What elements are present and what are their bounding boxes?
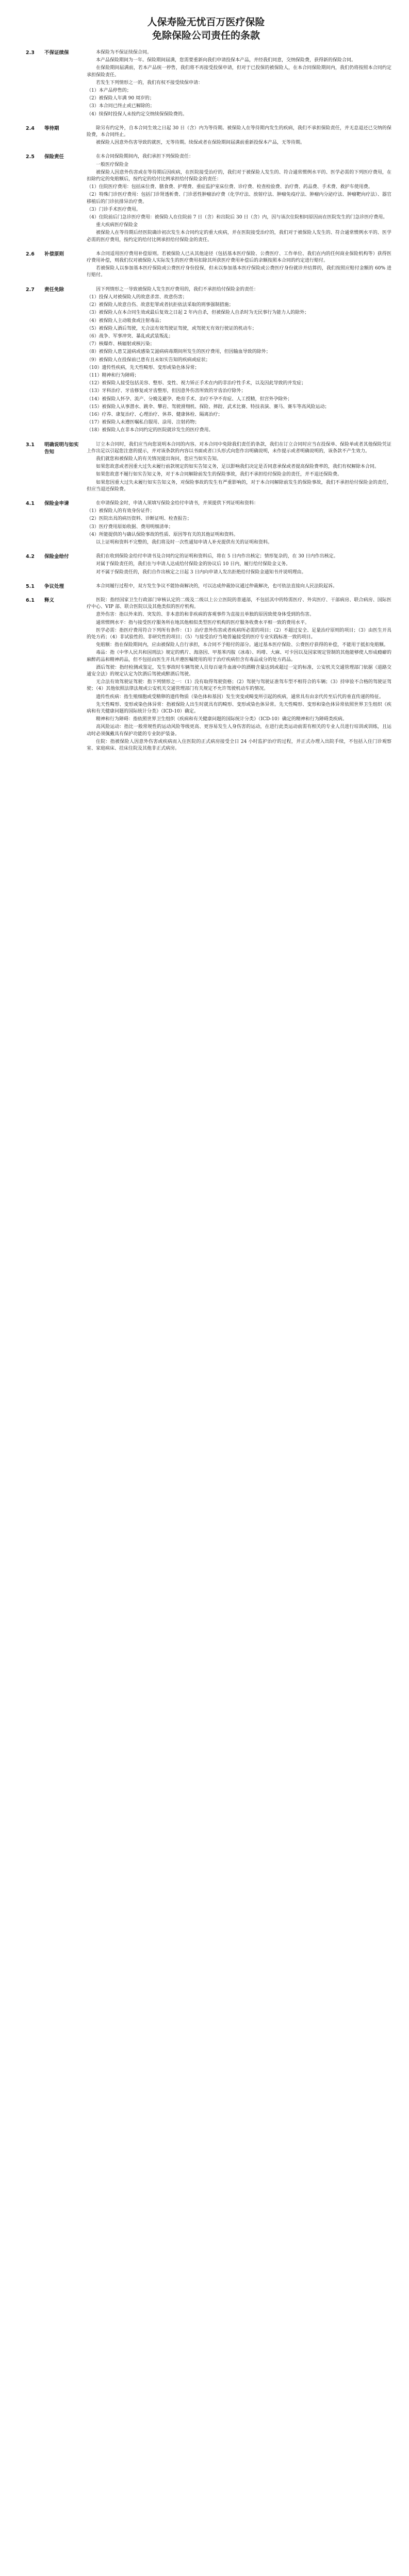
clause-paragraph: 本合同适用医疗费用补偿原则。若被保险人已从其他途径（包括基本医疗保险、公费医疗、工作单位、我们在内的任何商业保险机构等）获得医疗费用补偿，则我们仅对被保险人实际发生的医疗费用扣除其所获医疗费用补偿后的余额按照本合同的约定进行赔付。 (87, 251, 391, 264)
clause-paragraph: （5）被保险人酒后驾驶，无合法有效驾驶证驾驶，或驾驶无有效行驶证的机动车； (87, 326, 257, 331)
clause-body (87, 49, 391, 119)
clause-paragraph: 在保险期间届满前，若本产品统一停售，我们将不再接受投保申请，但对于已投保的被保险人，在本合同保险期间内，我们仍将按照本合同约定承担保险责任。 (87, 65, 391, 78)
clause-paragraph: （17）被保险人未遵医嘱私自服用、涂用、注射药物； (87, 420, 200, 426)
clause-paragraph: 本合同履行过程中，双方发生争议不能协商解决的，可以达成仲裁协议通过仲裁解决，也可依法直接向人民法院起诉。 (96, 583, 338, 589)
clause-paragraph: 高风险运动：指比一般常规性的运动风险等级更高、更容易发生人身伤害的运动，在进行此类运动前需有相关的专业人员进行培训或训练，且运动时必须佩戴具有保护功能的专业防护装备。 (87, 724, 391, 737)
clause-paragraph: 除另有约定外，自本合同生效之日起 30 日（含）内为等待期。被保险人在等待期内发生的疾病，我们不承担保险责任，并无息退还已交纳的保险费，本合同终止。 (87, 125, 391, 138)
clause-paragraph: 本保险为不保证续保合同。 (96, 50, 152, 55)
clause-paragraph: 若被保险人以参加基本医疗保险或公费医疗身份投保，但未以参加基本医疗保险或公费医疗身份就诊并结算的，我们按照应赔付金额的 60% 进行赔付。 (87, 266, 391, 278)
document-title (21, 15, 391, 42)
clause-paragraph: 医院：指经国家卫生行政部门审核认定的二级及二级以上公立医院的普通部，不包括其中的特需医疗、外宾医疗、干部病房、联合病房、国际医疗中心、VIP 部、联合医院以及其他类似的医疗机构。 (87, 598, 391, 610)
clause-paragraph: 重大疾病医疗保险金 (96, 223, 138, 228)
clause-paragraph: 在申请保险金时，申请人须填写保险金给付申请书，并须提供下列证明和资料： (96, 500, 259, 506)
clause-paragraph: （3）被保险人在本合同生效或最后复效之日起 2 年内自杀，但被保险人自杀时为无民事行为能力人的除外； (87, 310, 309, 316)
clause-paragraph: （16）疗养、康复治疗、心理治疗、休养、健康体检、隔离治疗； (87, 412, 223, 417)
clause-paragraph: （6）战争、军事冲突、暴乱或武装叛乱； (87, 333, 173, 339)
clause-paragraph: 意外伤害：指以外来的、突发的、非本意的和非疾病的客观事件为直接且单独的原因致使身体受到的伤害。 (96, 612, 315, 618)
clause-paragraph: 酒后驾驶：指经检测或鉴定，发生事故时车辆驾驶人员每百毫升血液中的酒精含量达到或超过一定的标准，公安机关交通管理部门依据《道路交通安全法》的规定认定为饮酒后驾驶或醉酒后驾驶。 (87, 665, 391, 677)
clause-paragraph: （3）医疗费用原始收据、费用明细清单； (87, 524, 173, 530)
clause-paragraph: 被保险人因意外伤害或在等待期后因疾病，在医院接受治疗的，我们对于被保险人发生的、符合通常惯例水平的、医学必需的下列医疗费用，在扣除约定的免赔额后，按约定的给付比例承担给付保险金的责任： (87, 170, 391, 182)
clause-paragraph: （14）被保险人怀孕、流产、分娩及避孕、绝育手术、治疗不孕不育症、人工授精，但宫外孕除外； (87, 396, 292, 402)
clause-section (21, 154, 391, 244)
clause-title: 等待期 (44, 125, 59, 131)
clause-title: 释义 (44, 598, 55, 603)
clause-paragraph: 一般医疗保险金 (96, 162, 129, 167)
clause-body (87, 125, 391, 148)
clause-title: 争议处理 (44, 583, 64, 589)
clause-paragraph: 免赔额：指在保险期间内，应由被保险人自行承担，本合同不予赔付的部分。通过基本医疗保险、公费医疗获得的补偿，不能用于抵扣免赔额。 (96, 642, 389, 648)
clause-paragraph: （7）核爆炸、核辐射或核污染； (87, 342, 155, 347)
clause-paragraph: （4）住院前后门急诊医疗费用：被保险人在住院前 7 日（含）和出院后 30 日（含）内，因与该次住院相同原因而在医院发生的门急诊医疗费用。 (87, 215, 388, 221)
clause-section (21, 125, 391, 148)
clause-paragraph: （3）本合同已终止或已解除的； (87, 104, 155, 109)
clause-paragraph: 如果您因重大过失未履行如实告知义务，对保险事故的发生有严重影响的，对于本合同解除前发生的保险事故，我们不承担给付保险金的责任，但应当退还保险费。 (87, 480, 391, 492)
clause-number: 4.1 (26, 500, 35, 506)
clause-paragraph: （2）被保险人故意自伤、故意犯罪或者抗拒依法采取的刑事强制措施； (87, 302, 234, 308)
clause-paragraph: 对不属于保险责任的，我们自作出核定之日起 3 日内向申请人发出拒绝给付保险金通知书并说明理由。 (96, 569, 306, 575)
clause-paragraph: （18）被保险人在非本合同约定的医院就诊发生的医疗费用。 (87, 428, 214, 433)
clause-list (21, 49, 391, 753)
clause-paragraph: 我们就您和被保险人的有关情况提出询问，您应当如实告知。 (96, 456, 222, 462)
clause-section (21, 583, 391, 591)
clause-paragraph: 我们在收到保险金给付申请书及合同约定的证明和资料后，将在 5 日内作出核定；情形复杂的，在 30 日内作出核定。 (96, 554, 338, 560)
clause-body (87, 154, 391, 244)
clause-paragraph: 被保险人在等待期后经医院确诊初次发生本合同约定的重大疾病，并在医院接受治疗的，我们对于被保险人发生的、符合通常惯例水平的、医学必需的医疗费用，按约定的给付比例承担给付保险金的责任。 (87, 230, 391, 243)
clause-body (87, 286, 391, 435)
clause-number: 3.1 (26, 442, 35, 448)
clause-section (21, 597, 391, 753)
clause-paragraph: （2）被保险人年满 90 周岁的； (87, 96, 154, 101)
clause-body (87, 251, 391, 280)
clause-title: 保险责任 (44, 154, 64, 160)
clause-number: 5.1 (26, 583, 35, 589)
clause-section (21, 251, 391, 280)
clause-paragraph: 被保险人因意外伤害导致的就医，无等待期。续保或者在保险期间届满前重新投保本产品，无等待期。 (96, 140, 305, 146)
clause-paragraph: 对属于保险责任的，我们在与申请人达成给付保险金的协议后 10 日内，履行给付保险金义务。 (96, 562, 291, 567)
clause-paragraph: 医学必需：指医疗费用符合下列所有条件：（1）治疗意外伤害或者疾病所必需的项目；（2）不超过安全、足量治疗原则的项目；（3）由医生开具的处方药；（4）非试验性的、非研究性的项目；（5）与接受治疗当地普遍接受的医疗专业实践标准一致的项目。 (87, 628, 391, 640)
clause-paragraph: （4）续保时投保人未按约定交纳续保保险费的。 (87, 111, 187, 117)
title-line-2: 免除保险公司责任的条款 (152, 30, 260, 41)
clause-paragraph: 无合法有效驾驶证驾驶：指下列情形之一：（1）没有取得驾驶资格；（2）驾驶与驾驶证准驾车型不相符合的车辆；（3）持审验不合格的驾驶证驾驶；（4）其他依照法律法规或公安机关交通管理部门有关规定不允许驾驶机动车的情况。 (87, 680, 391, 692)
clause-section (21, 442, 391, 494)
clause-title: 补偿原则 (44, 251, 64, 257)
clause-body (87, 442, 391, 494)
clause-paragraph: 精神和行为障碍：指依照世界卫生组织《疾病和有关健康问题的国际统计分类》（ICD-10）确定的精神和行为障碍类疾病。 (96, 717, 347, 722)
clause-paragraph: （10）遗传性疾病，先天性畸形、变形或染色体异常； (87, 365, 200, 370)
clause-paragraph: 如果您故意或者因重大过失未履行前款规定的如实告知义务，足以影响我们决定是否同意承保或者提高保险费率的，我们有权解除本合同。 (96, 464, 380, 470)
clause-paragraph: （15）被保险人从事潜水、跳伞、攀岩、驾驶滑翔机、探险、摔跤、武术比赛、特技表演、赛马、赛车等高风险运动； (87, 404, 330, 410)
clause-paragraph: 因下列情形之一导致被保险人发生医疗费用的，我们不承担给付保险金的责任： (96, 286, 259, 292)
clause-paragraph: 毒品：指《中华人民共和国刑法》规定的鸦片、海洛因、甲基苯丙胺（冰毒）、吗啡、大麻、可卡因以及国家规定管制的其他能够使人形成瘾癖的麻醉药品和精神药品，但不包括由医生开具并遵医嘱使用的用于治疗疾病但含有毒品成分的处方药品。 (87, 650, 391, 663)
clause-paragraph: （1）住院医疗费用：包括床位费、膳食费、护理费、重症监护室床位费、诊疗费、检查检验费、治疗费、药品费、手术费、救护车使用费。 (87, 184, 373, 190)
clause-paragraph: 在本合同保险期间内，我们承担下列保险责任： (96, 154, 194, 160)
clause-paragraph: （4）被保险人主动吸食或注射毒品； (87, 318, 164, 324)
clause-number: 2.7 (26, 286, 35, 293)
clause-number: 2.3 (26, 50, 35, 56)
clause-body (87, 597, 391, 753)
clause-section (21, 286, 391, 435)
clause-section (21, 553, 391, 577)
clause-paragraph: 本产品保险期间为一年。保险期间届满，您需要重新向我们申请投保本产品，并经我们同意，交纳保险费，获得新的保险合同。 (96, 58, 356, 63)
clause-title: 明确说明与如实告知 (44, 442, 79, 455)
clause-paragraph: 遗传性疾病：指生殖细胞或受精卵的遗传物质（染色体和基因）发生突变或畸变所引起的疾病，通常具有由亲代传至后代的垂直传递的特征。 (96, 694, 384, 700)
clause-paragraph: 订立本合同时，我们应当向您说明本合同的内容。对本合同中免除我们责任的条款，我们在订立合同时应当在投保单、保险单或者其他保险凭证上作出足以引起您注意的提示，并对该条款的内容以书面或者口头形式向您作出明确说明，未作提示或者明确说明的，该条款不产生效力。 (87, 442, 391, 454)
clause-paragraph: （13）牙科治疗、牙齿修复或牙齿整形，但因意外伤害所致的牙齿治疗除外； (87, 388, 246, 394)
clause-title: 责任免除 (44, 286, 64, 293)
clause-body (87, 500, 391, 547)
clause-paragraph: （4）所能提供的与确认保险事故的性质、原因等有关的其他证明和资料。 (87, 532, 238, 537)
clause-paragraph: （1）本产品停售的； (87, 88, 132, 94)
clause-number: 2.5 (26, 154, 35, 160)
clause-paragraph: 以上证明和资料不完整的，我们将及时一次性通知申请人补充提供有关的证明和资料。 (96, 539, 273, 545)
clause-number: 4.2 (26, 554, 35, 560)
clause-number: 2.6 (26, 251, 35, 257)
clause-paragraph: （11）精神和行为障碍； (87, 372, 139, 378)
clause-title: 保险金申请 (44, 500, 69, 506)
clause-body (87, 553, 391, 577)
clause-paragraph: （12）被保险人接受包括美容、整形、变性、视力矫正手术在内的非治疗性手术，以及因此导致的并发症； (87, 381, 306, 386)
clause-section (21, 500, 391, 547)
clause-title: 不保证续保 (44, 50, 69, 56)
clause-paragraph: （3）门诊手术医疗费用。 (87, 207, 141, 212)
clause-paragraph: （1）被保险人的有效身份证件； (87, 509, 155, 514)
clause-title: 保险金给付 (44, 554, 69, 560)
clause-number: 2.4 (26, 125, 35, 131)
clause-paragraph: 若发生下列情形之一的，我们有权不接受续保申请： (96, 80, 203, 86)
clause-paragraph: 如果您故意不履行如实告知义务，对于本合同解除前发生的保险事故，我们不承担给付保险金的责任，并不退还保险费。 (96, 472, 342, 478)
clause-paragraph: （2）特殊门诊医疗费用：包括门诊肾透析费、门诊恶性肿瘤治疗费（化学疗法、放射疗法、肿瘤免疫疗法、肿瘤内分泌疗法、肿瘤靶向疗法）、器官移植后的门诊抗排异治疗费。 (87, 192, 391, 205)
clause-paragraph: 住院：指被保险人因意外伤害或疾病而入住医院的正式病房接受全日 24 小时监护治疗的过程，并正式办理入出院手续，不包括入住门诊观察室、家庭病床、挂床住院及其他非正式病房。 (87, 739, 391, 752)
clause-number: 6.1 (26, 598, 35, 603)
clause-paragraph: 先天性畸形、变形或染色体异常：指被保险人出生时就具有的畸形、变形或染色体异常。先天性畸形、变形和染色体异常依照世界卫生组织《疾病和有关健康问题的国际统计分类》（ICD-10）确定。 (87, 702, 391, 715)
clause-paragraph: （8）被保险人患艾滋病或感染艾滋病病毒期间所发生的医疗费用，但因输血导致的除外； (87, 349, 271, 355)
clause-paragraph: （9）被保险人在投保前已患有且未如实告知的疾病或症状； (87, 357, 210, 363)
clause-paragraph: （1）投保人对被保险人的故意杀害、故意伤害； (87, 294, 187, 300)
clause-paragraph: （2）医院出具的病历资料、诊断证明、检查报告； (87, 516, 192, 522)
clause-paragraph: 通常惯例水平：指与接受医疗服务所在地其他相似类型医疗机构的医疗服务收费水平相一致的费用水平。 (96, 620, 310, 625)
clause-body (87, 583, 391, 591)
title-line-1: 人保寿险无忧百万医疗保险 (147, 16, 265, 28)
clause-section (21, 49, 391, 119)
